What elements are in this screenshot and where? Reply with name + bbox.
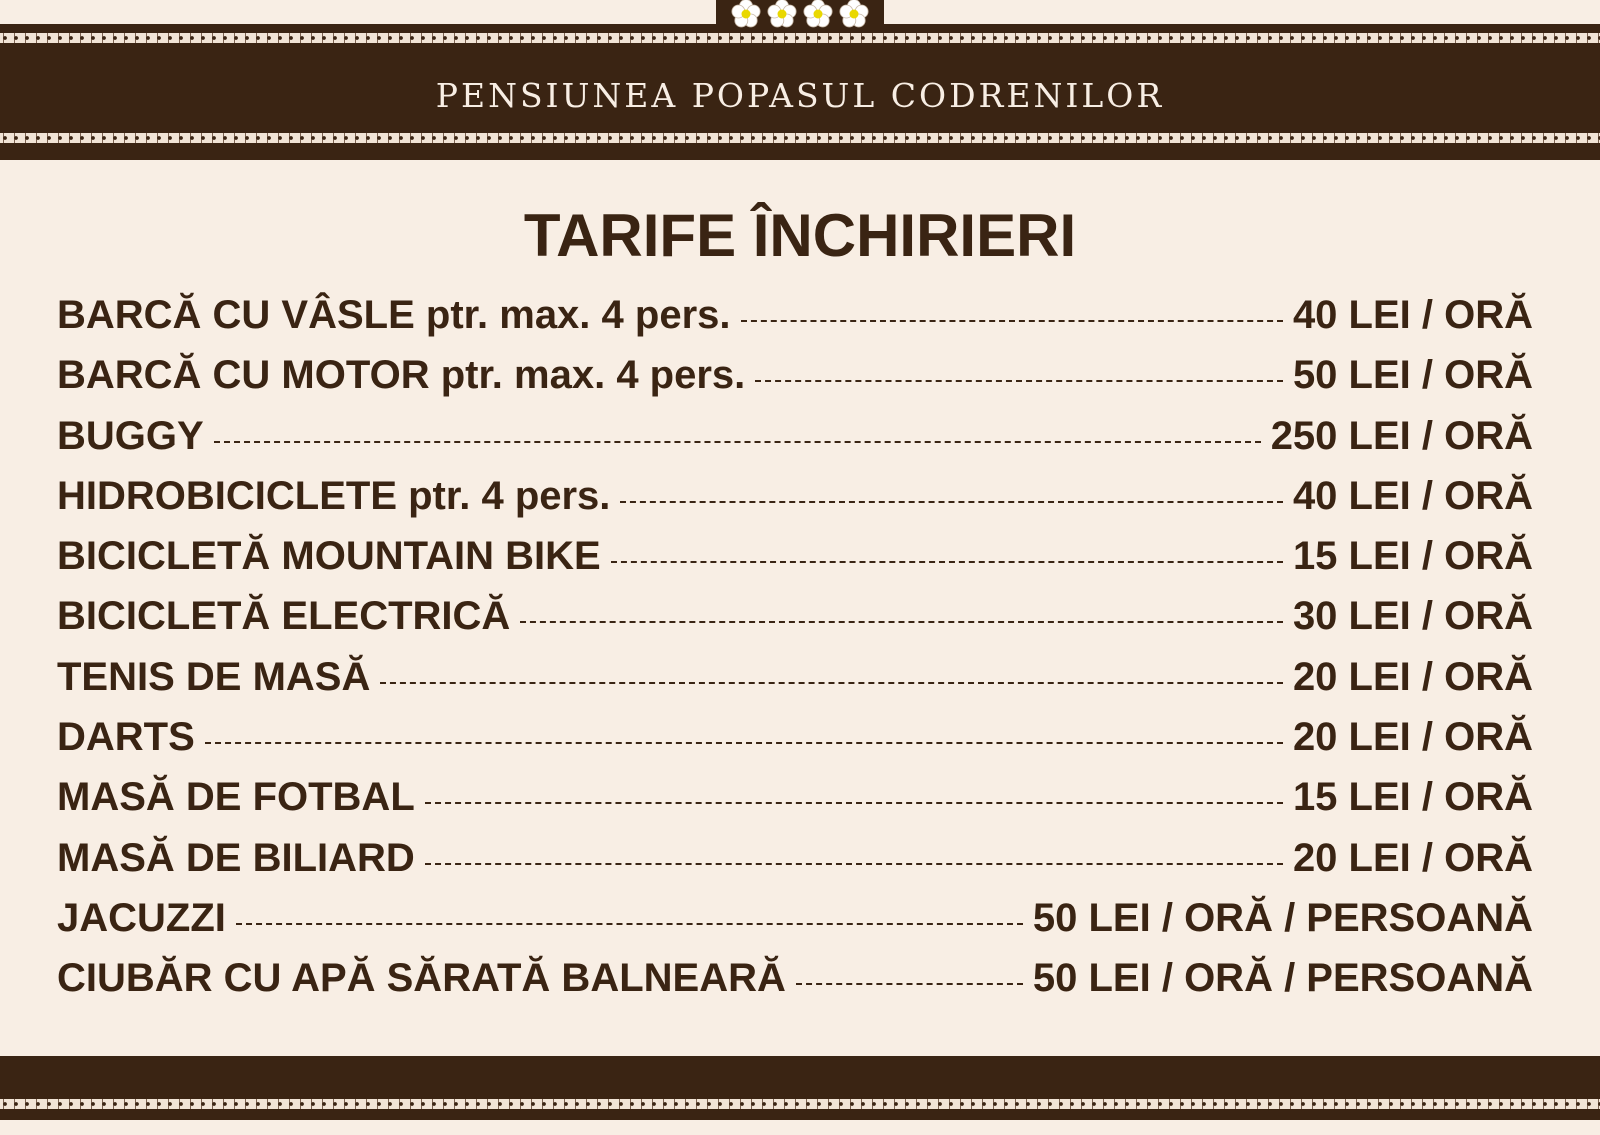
item-price: 50 LEI / ORĂ [1292,353,1533,398]
price-row [57,775,1533,835]
item-price: 30 LEI / ORĂ [1292,594,1533,639]
item-price: 40 LEI / ORĂ [1292,473,1533,518]
item-price: 250 LEI / ORĂ [1270,413,1533,458]
dotted-leader [236,923,1023,925]
dotted-leader [741,320,1283,322]
item-name: JACUZZI [57,895,226,940]
price-row [57,836,1533,896]
price-row [57,594,1533,654]
brand-title: PENSIUNEA POPASUL CODRENILOR [435,76,1165,115]
item-name: BUGGY [57,413,204,458]
item-name: CIUBĂR CU APĂ SĂRATĂ BALNEARĂ [57,956,786,1001]
item-name: TENIS DE MASĂ [57,654,371,699]
item-price: 20 LEI / ORĂ [1292,715,1533,760]
item-price: 40 LEI / ORĂ [1292,293,1533,337]
price-row [57,534,1533,594]
item-name: MASĂ DE BILIARD [57,835,415,880]
item-price: 15 LEI / ORĂ [1292,775,1533,820]
item-price: 15 LEI / ORĂ [1292,534,1533,579]
dotted-leader [205,742,1283,744]
price-list [57,293,1533,1017]
item-name: BICICLETĂ ELECTRICĂ [57,594,511,639]
price-row [57,956,1533,1016]
price-row [57,474,1533,534]
dotted-leader [380,682,1283,684]
dotted-leader [214,441,1261,443]
dotted-leader [520,621,1283,623]
price-row [57,293,1533,353]
dotted-leader [796,983,1023,985]
item-price: 20 LEI / ORĂ [1292,654,1533,699]
item-name: MASĂ DE FOTBAL [57,775,415,820]
item-name: BARCĂ CU VÂSLE ptr. max. 4 pers. [57,293,731,337]
item-price: 50 LEI / ORĂ / PERSOANĂ [1032,895,1533,940]
price-row [57,896,1533,956]
price-row [57,715,1533,775]
dotted-leader [620,501,1283,503]
dotted-leader [425,802,1283,804]
page-title: TARIFE ÎNCHIRIERI [523,202,1077,269]
flower-ornament [716,0,884,28]
ornament-border-bottom [0,132,1600,144]
dotted-leader [425,863,1283,865]
dotted-leader [755,380,1283,382]
ornament-border-top [0,32,1600,44]
item-price: 20 LEI / ORĂ [1292,835,1533,880]
flower-icon [766,0,798,30]
price-row [57,655,1533,715]
price-row [57,353,1533,413]
header-banner [0,24,1600,160]
item-name: HIDROBICICLETE ptr. 4 pers. [57,473,611,518]
dotted-leader [611,561,1283,563]
flower-icon [730,0,762,30]
item-price: 50 LEI / ORĂ / PERSOANĂ [1032,956,1533,1001]
footer-banner [0,1056,1600,1120]
flower-icon [802,0,834,30]
flower-icon [838,0,870,30]
item-name: DARTS [57,715,195,760]
price-row [57,414,1533,474]
item-name: BARCĂ CU MOTOR ptr. max. 4 pers. [57,353,746,398]
item-name: BICICLETĂ MOUNTAIN BIKE [57,534,601,579]
ornament-border-footer [0,1098,1600,1110]
